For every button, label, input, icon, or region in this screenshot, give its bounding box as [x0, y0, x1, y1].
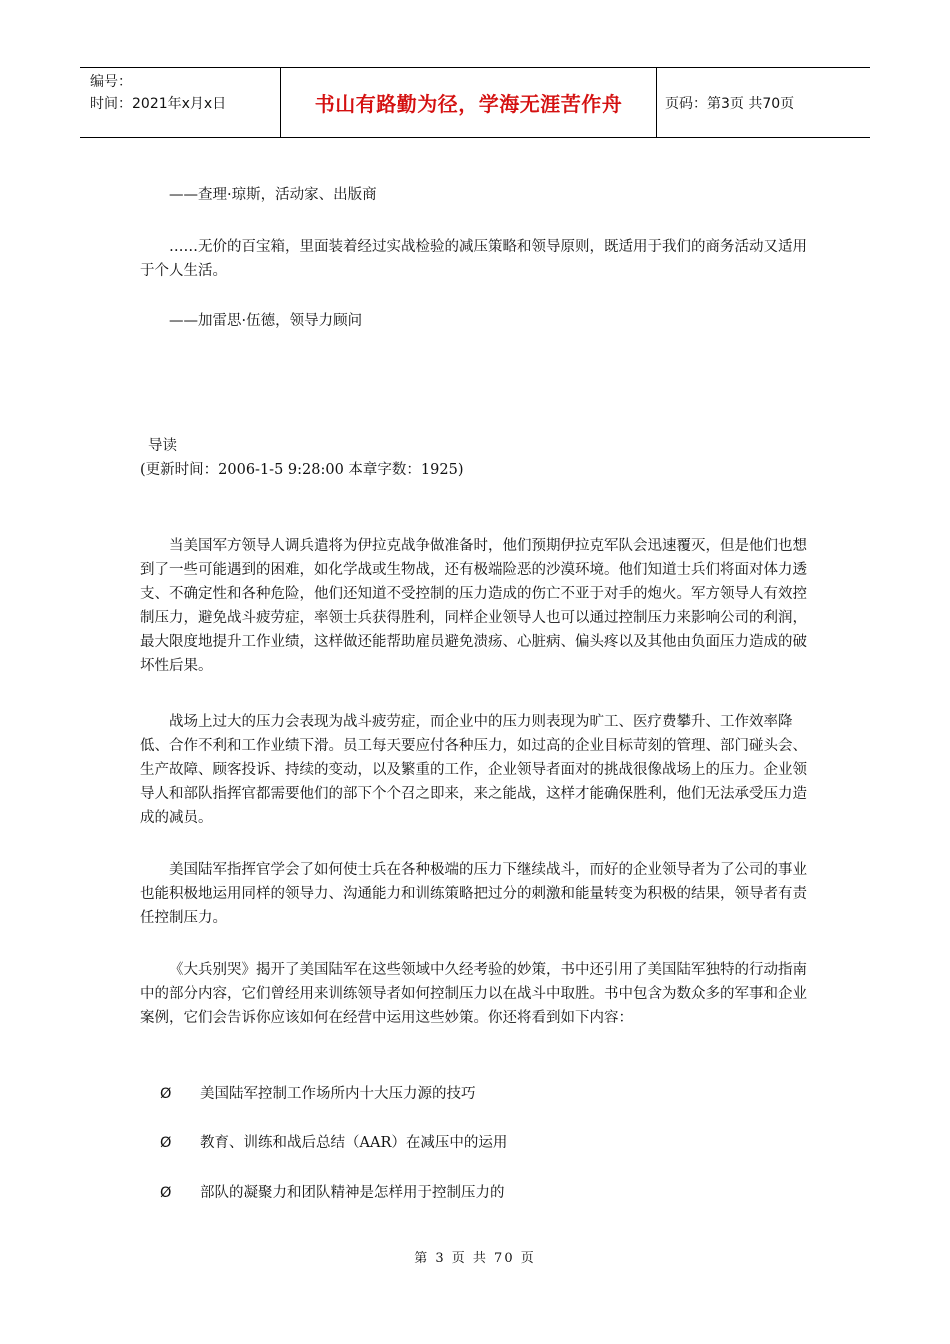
list-item	[160, 1082, 476, 1106]
paragraph: 当美国军方领导人调兵遣将为伊拉克战争做准备时，他们预期伊拉克军队会迅速覆灭，但是他们也想到了一些可能遇到的困难，如化学战或生物战，还有极端险恶的沙漠环境。他们知道士兵们将面对体力透支、不确定性和各种危险，他们还知道不受控制的压力造成的伤亡不亚于对手的炮火。军方领导人有效控制压力，避免战斗疲劳症，率领士兵获得胜利，同样企业领导人也可以通过控制压力来影响公司的利润，最大限度地提升工作业绩，这样做还能帮助雇员避免溃疡、心脏病、偏头疼以及其他由负面压力造成的破坏性后果。	[140, 538, 807, 674]
bullet-marker: Ø	[160, 1086, 172, 1102]
quote-text: ……无价的百宝箱，里面装着经过实战检验的减压策略和领导原则，既适用于我们的商务活动又适用于个人生活。	[140, 239, 807, 279]
list-item-text: 美国陆军控制工作场所内十大压力源的技巧	[200, 1086, 476, 1102]
list-item-text: 教育、训练和战后总结（AAR）在减压中的运用	[200, 1135, 508, 1151]
serial-label: 编号：	[90, 74, 132, 90]
paragraph: 战场上过大的压力会表现为战斗疲劳症，而企业中的压力则表现为旷工、医疗费攀升、工作效率降低、合作不利和工作业绩下滑。员工每天要应付各种压力，如过高的企业目标苛刻的管理、部门碰头会、生产故障、顾客投诉、持续的变动，以及繁重的工作，企业领导者面对的挑战很像战场上的压力。企业领导人和部队指挥官都需要他们的部下个个召之即来，来之能战，这样才能确保胜利，他们无法承受压力造成的减员。	[140, 714, 807, 826]
header-page-info: 页码：第3页 共70页	[665, 95, 795, 112]
bullet-marker: Ø	[160, 1135, 172, 1151]
page-footer: 第 3 页 共 70 页	[414, 1251, 536, 1266]
section-meta: (更新时间：2006-1-5 9:28:00 本章字数：1925)	[140, 462, 464, 478]
paragraph: 美国陆军指挥官学会了如何使士兵在各种极端的压力下继续战斗，而好的企业领导者为了公司的事业也能积极地运用同样的领导力、沟通能力和训练策略把过分的刺激和能量转变为积极的结果，领导者有责任控制压力。	[140, 862, 807, 926]
quote-attribution-2: ——加雷思·伍德，领导力顾问	[169, 313, 363, 329]
list-item	[160, 1131, 507, 1155]
paragraph: 《大兵别哭》揭开了美国陆军在这些领域中久经考验的妙策，书中还引用了美国陆军独特的行动指南中的部分内容，它们曾经用来训练领导者如何控制压力以在战斗中取胜。书中包含为数众多的军事和企业案例，它们会告诉你应该如何在经营中运用这些妙策。你还将看到如下内容：	[140, 962, 807, 1026]
bullet-marker: Ø	[160, 1185, 172, 1201]
page-header	[80, 67, 870, 138]
section-title: 导读	[148, 438, 177, 454]
header-motto: 书山有路勤为径，学海无涯苦作舟	[281, 68, 657, 137]
list-item-text: 部队的凝聚力和团队精神是怎样用于控制压力的	[200, 1185, 505, 1201]
quote-attribution-1: ——查理·琼斯，活动家、出版商	[169, 187, 377, 203]
list-item	[160, 1181, 505, 1205]
time-label: 时间：2021年x月x日	[90, 96, 227, 112]
header-meta-cell	[80, 68, 281, 137]
